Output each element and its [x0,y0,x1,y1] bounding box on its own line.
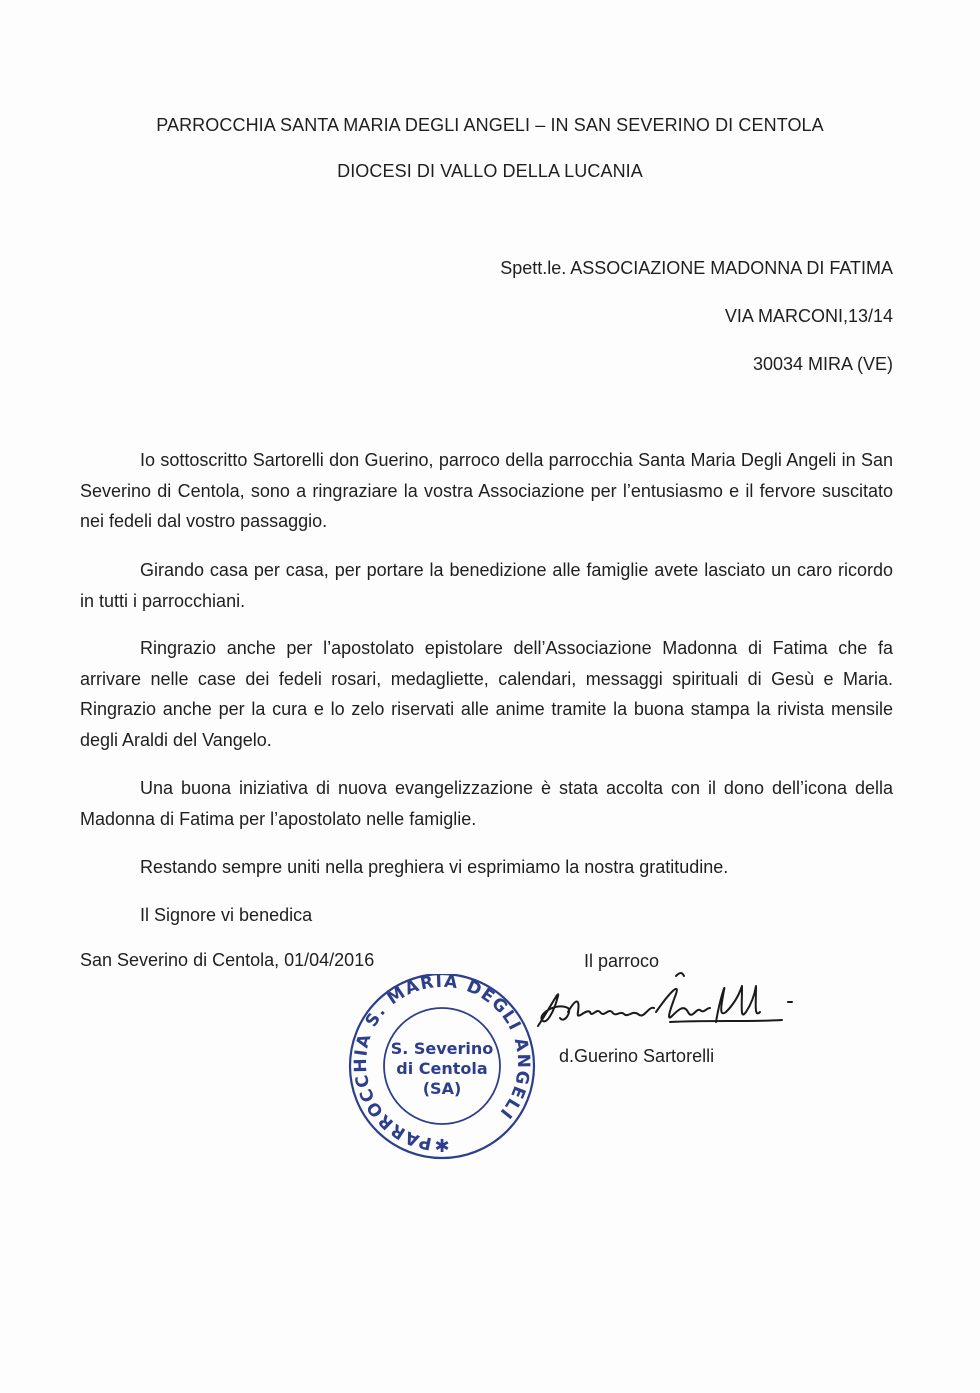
body-paragraph-1: Io sottoscritto Sartorelli don Guerino, parroco della parrocchia Santa Maria Degli Angeli in San Severino di Centola, sono a ringraziare la vostra Associazione per l’entusiasmo e il fervore suscitato nei fedeli dal vostro passaggio. [80,450,893,531]
body-paragraph-6: Il Signore vi benedica [140,905,313,925]
stamp-center-line-3: (SA) [422,1079,462,1098]
recipient-name: Spett.le. ASSOCIAZIONE MADONNA DI FATIMA [500,258,893,278]
parish-stamp [342,974,542,1164]
recipient-city: 30034 MIRA (VE) [752,354,893,374]
body-paragraph-4: Una buona iniziativa di nuova evangelizzazione è stata accolta con il dono dell’icona della Madonna di Fatima per l’apostolato nelle famiglie. [80,778,893,829]
recipient-street: VIA MARCONI,13/14 [724,306,893,326]
handwritten-signature [520,968,795,1038]
star-icon: ✱ [434,1136,450,1157]
place-and-date: San Severino di Centola, 01/04/2016 [80,950,375,970]
signer-name: d.Guerino Sartorelli [559,1046,715,1066]
signer-role: Il parroco [584,951,660,971]
body-paragraph-3: Ringrazio anche per l’apostolato epistolare dell’Associazione Madonna di Fatima che fa arrivare nelle case dei fedeli rosari, medagliette, calendari, messaggi spirituali di Gesù e Maria. Ringrazio anche per la cura e lo zelo riservati alle anime tramite la buona stampa la rivista mensile degli Araldi del Vangelo. [80,638,893,750]
body-paragraph-2: Girando casa per casa, per portare la benedizione alle famiglie avete lasciato un caro ricordo in tutti i parrocchiani. [80,560,893,611]
stamp-center-line-2: di Centola [396,1059,488,1078]
stamp-ring-text: PARROCCHIA S. MARIA DEGLI ANGELI [350,974,534,1154]
parish-heading: PARROCCHIA SANTA MARIA DEGLI ANGELI – IN SAN SEVERINO DI CENTOLA [156,115,824,135]
body-paragraph-5: Restando sempre uniti nella preghiera vi esprimiamo la nostra gratitudine. [140,857,729,877]
stamp-center-line-1: S. Severino [390,1039,494,1058]
diocese-heading: DIOCESI DI VALLO DELLA LUCANIA [337,161,643,181]
